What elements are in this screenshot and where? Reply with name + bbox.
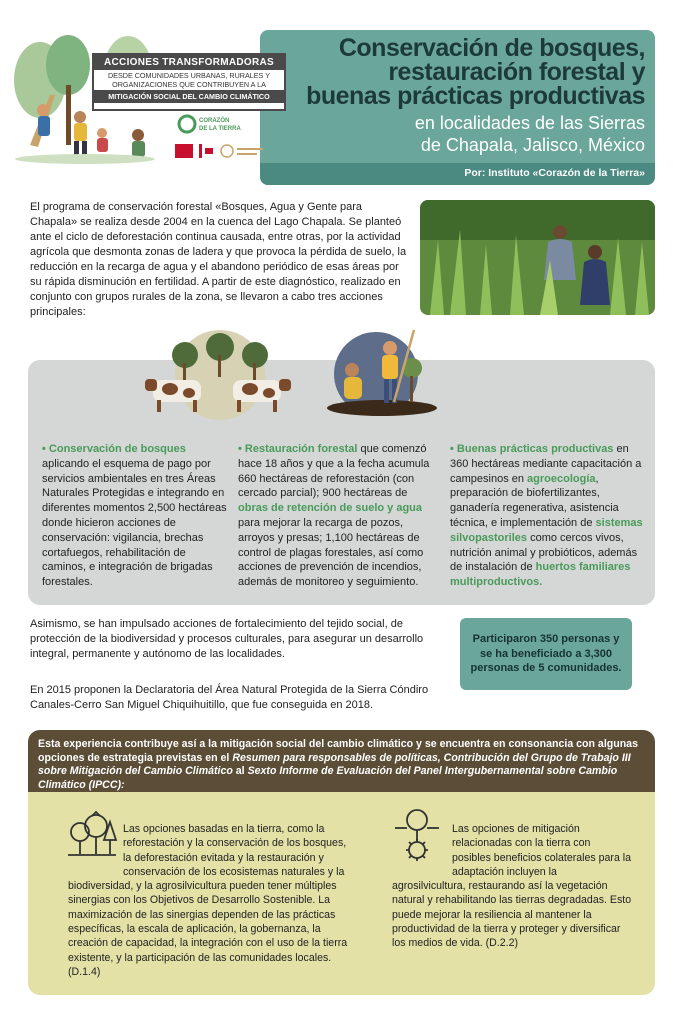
action-3-bullet: • xyxy=(450,443,457,455)
title-line-1: Conservación de bosques, xyxy=(338,34,645,62)
action-3-text-1: en 360 hectáreas mediante capacitación a campesinos en xyxy=(450,443,642,485)
action-2-text-2: para mejorar la recarga de pozos, arroyos y presas; 1,100 hectáreas de control de plagas forestales, así como acciones de prevención de incendios, además de monitoreo y seguimiento. xyxy=(238,516,424,589)
social-fabric-paragraph: Asimismo, se han impulsado acciones de fortalecimiento del tejido social, de protección de la biodiversidad y procesos culturales, para asegurar un desarrollo integral, permanente y autónomo de las localidades. xyxy=(30,618,424,660)
action-forest-restoration xyxy=(238,442,433,590)
author-credit: Por: Instituto «Corazón de la Tierra» xyxy=(464,167,645,179)
ipcc-intro xyxy=(38,738,645,792)
ipcc-intro-bold: mitigación social del cambio climático xyxy=(219,738,414,750)
action-2-text-1: que comenzó hace 18 años y que a la fecha acumula 660 hectáreas de reforestación (con cercado parcial); 900 hectáreas de xyxy=(238,443,430,500)
action-3-highlight-3: sistemas silvopastoriles xyxy=(450,516,643,544)
page-subtitle xyxy=(285,112,645,156)
ipcc-intro-lead: Esta experiencia contribuye así a la xyxy=(38,738,220,750)
ipcc-intro-text-3: al xyxy=(232,765,248,777)
action-good-practices xyxy=(450,442,645,590)
reforestation-illustration xyxy=(322,328,440,416)
ipcc-intro-bold-italic: Sexto Informe de Evaluación del Panel Intergubernamental sobre Cambio Climático (IPCC): xyxy=(38,765,618,791)
ipcc-intro-text-2: y se encuentra en consonancia con algunas opciones de estrategia previstas en el xyxy=(38,738,638,764)
action-3-text-3: como cercos vivos, nutrición animal y probióticos, además de instalación de xyxy=(450,531,638,574)
action-3-text-2: , preparación de biofertilizantes, ganadería regenerativa, asistencia técnica, e implementación de xyxy=(450,472,619,529)
page-title xyxy=(285,36,645,108)
field-photo xyxy=(420,200,655,315)
subtitle-line-1: en localidades de las Sierras xyxy=(414,113,645,133)
action-forest-conservation xyxy=(42,442,227,590)
action-2-highlight-2: obras de retención de suelo y agua xyxy=(238,502,422,515)
subtitle-line-2: de Chapala, Jalisco, México xyxy=(420,135,645,155)
title-line-3: buenas prácticas productivas xyxy=(306,82,645,110)
title-line-2: restauración forestal y xyxy=(388,58,645,86)
action-2-bullet: • xyxy=(238,443,245,455)
action-2-highlight: Restauración forestal xyxy=(244,443,358,455)
ipcc-quote-1-text: Las opciones basadas en la tierra, como la reforestación y la conservación de los bosques, la deforestación evitada y la restauración y conservación de los ecosistemas naturales y la biodiversidad, y la agrosilvicultura pueden tener múltiples sinergias con los Objetivos de Desarrollo Sostenible. La maximización de las sinergias dependen de las prácticas específicas, la escala de aplicación, la gobernanza, la creación de capacidad, la integración con el uso de la tierra existente, y la participación de las comunidades locales. (D.1.4) xyxy=(68,823,348,978)
action-1-text: aplicando el esquema de pago por servicios ambientales en tres Áreas Naturales Protegidas e integrando en diferentes momentos 2,500 hectáreas donde hicieron acciones de conservación: vigilancia, brechas cortafuegos, rehabilitación de caminos, e integración de brigadas forestales. xyxy=(42,457,227,589)
ipcc-intro-italic: Resumen para responsables de políticas, Contribución del Grupo de Trabajo III sobre Mitigación del Cambio Climático xyxy=(38,751,631,777)
cows-illustration xyxy=(145,325,295,420)
action-3-highlight-4: huertos familiares multiproductivos. xyxy=(450,561,631,589)
ipcc-quote-2-text: Las opciones de mitigación relacionadas con la tierra con posibles beneficios colaterales para la adaptación incluyen la agrosilvicultura, restaurando así la vegetación natural y rehabilitando las tierras degradadas. Esto puede mejorar la resiliencia al mantener la productividad de la tierra y proteger y diversificar los medios de vida. (D.2.2) xyxy=(392,823,632,950)
intro-paragraph: El programa de conservación forestal «Bosques, Agua y Gente para Chapala» se realiza desde 2004 en la cuenca del Lago Chapala. Se planteó ante el ciclo de deforestación continua causada, entre otras, por la actividad agrícola que desmonta zonas de ladera y que provoca la pérdida de suelo, la reducción en la recarga de agua y el abandono periódico de esas áreas por su rápida disminución en fertilidad. A partir de este diagnóstico, realizado en conjunto con grupos rurales de la zona, se llevaron a cabo tres acciones principales: xyxy=(30,201,407,318)
logo-line-2: DESDE COMUNIDADES URBANAS, RURALES Y ORGANIZACIONES QUE CONTRIBUYEN A LA xyxy=(107,71,271,89)
participation-stats: Participaron 350 personas y se ha beneficiado a 3,300 personas de 5 comunidades. xyxy=(470,633,622,674)
initiative-logo xyxy=(92,53,286,111)
action-1-bullet: • xyxy=(42,443,49,455)
partner-logos xyxy=(175,112,265,164)
logo-line-1: ACCIONES TRANSFORMADORAS xyxy=(94,55,284,70)
ipcc-quote-land-options xyxy=(68,822,353,979)
action-3-highlight-2: agroecología xyxy=(527,472,596,485)
action-1-highlight: Conservación de bosques xyxy=(48,443,186,455)
svg-text:DE LA TIERRA: DE LA TIERRA xyxy=(199,126,241,132)
action-3-highlight: Buenas prácticas productivas xyxy=(456,443,614,455)
svg-text:CORAZÓN: CORAZÓN xyxy=(199,118,230,124)
protected-area-paragraph: En 2015 proponen la Declaratoria del Área Natural Protegida de la Sierra Cóndiro Canales-Cerro San Miguel Chiquihuitillo, que fue conseguida en 2018. xyxy=(30,684,429,711)
ipcc-quote-adaptation xyxy=(392,822,632,951)
logo-line-3: MITIGACIÓN SOCIAL DEL CAMBIO CLIMÁTICO xyxy=(94,90,284,103)
